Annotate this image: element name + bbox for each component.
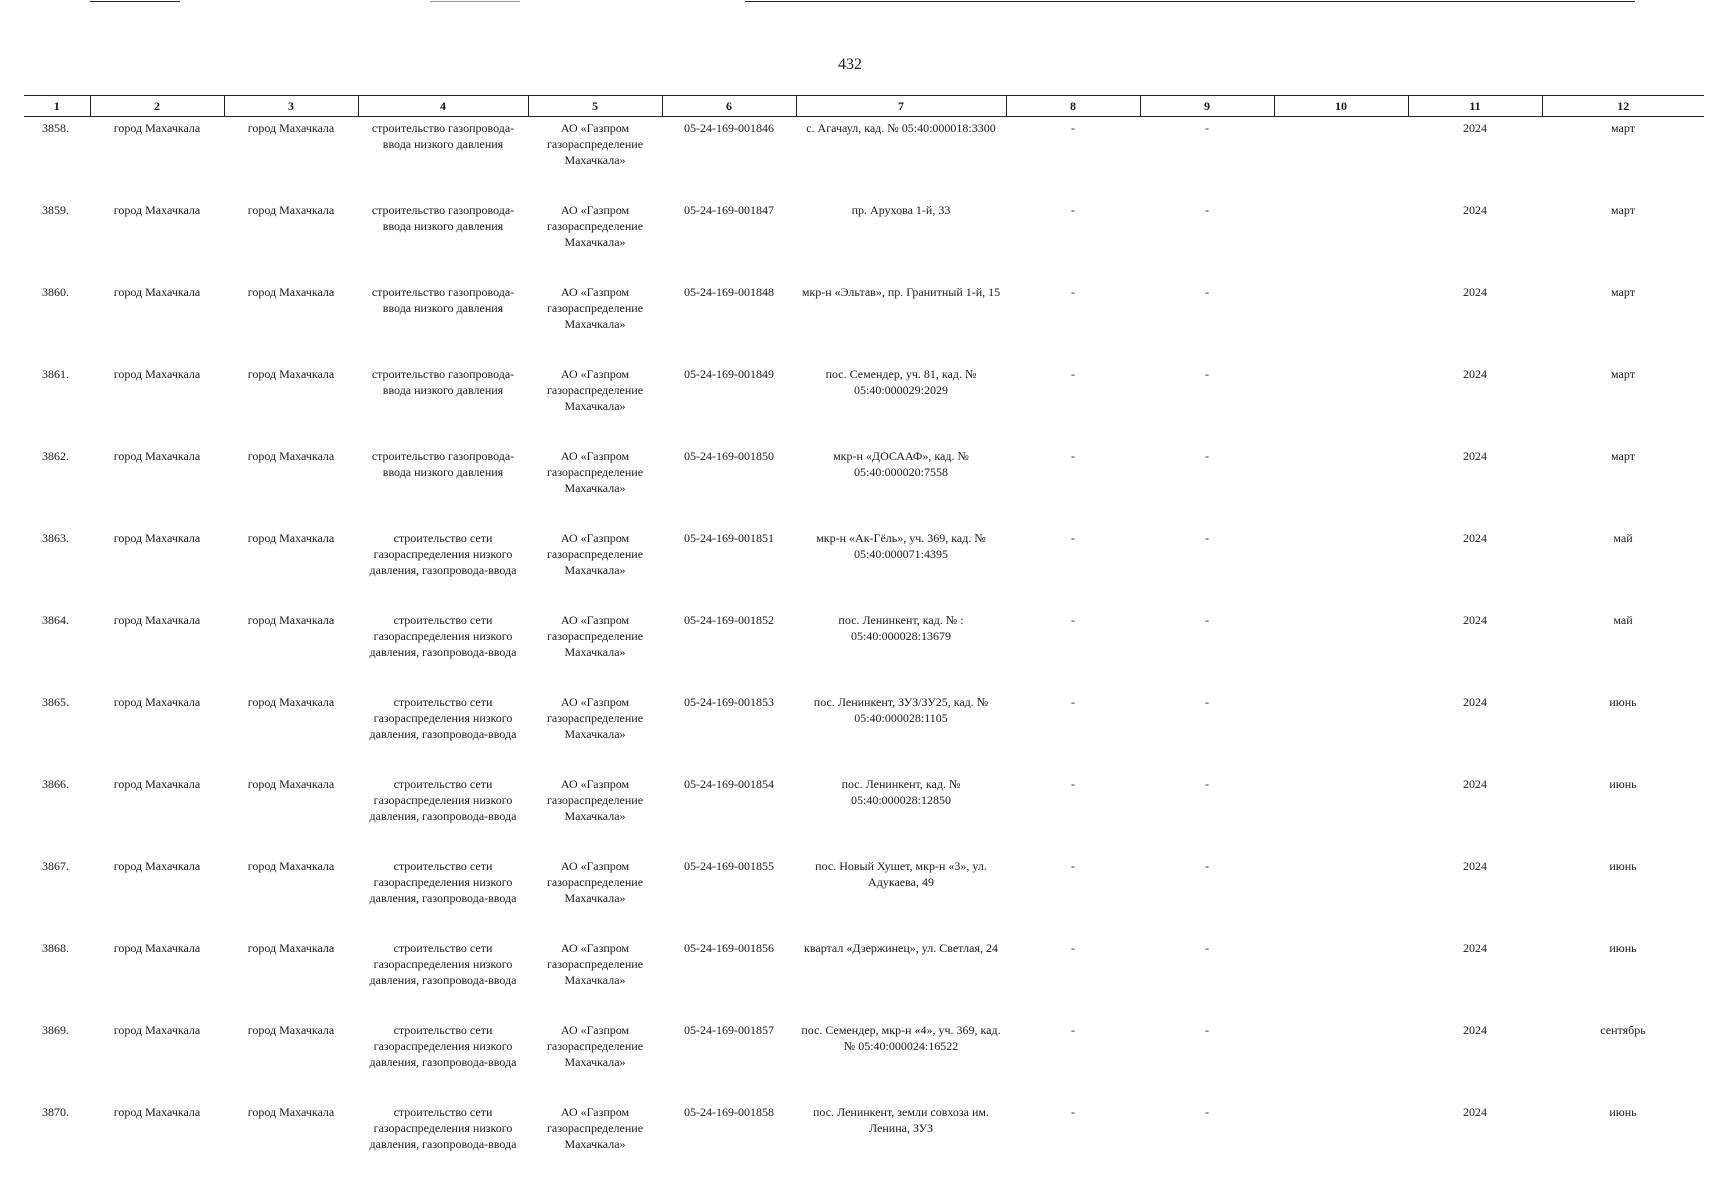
column-8-cell: -: [1071, 285, 1075, 299]
registry-code-cell: 05-24-169-001849: [684, 367, 774, 381]
settlement-cell: город Махачкала: [247, 695, 335, 709]
registry-code-cell: 05-24-169-001848: [684, 285, 774, 299]
column-8-cell: -: [1071, 859, 1075, 873]
column-9-cell: -: [1205, 367, 1209, 381]
district-cell: город Махачкала: [113, 449, 201, 463]
district-cell: город Махачкала: [113, 203, 201, 217]
column-8-cell: -: [1071, 941, 1075, 955]
column-8-cell: -: [1071, 777, 1075, 791]
row-number: 3870.: [42, 1105, 69, 1119]
organization-cell: АО «Газпром газораспределение Махачкала»: [546, 613, 644, 659]
table-header-row: [24, 96, 1704, 117]
district-cell: город Махачкала: [113, 941, 201, 955]
year-cell: 2024: [1463, 531, 1487, 545]
organization-cell: АО «Газпром газораспределение Махачкала»: [546, 1023, 644, 1069]
work-type-cell: строительство газопровода-ввода низкого давления: [371, 285, 515, 315]
work-type-cell: строительство сети газораспределения низкого давления, газопровода-ввода: [369, 777, 517, 823]
organization-cell: АО «Газпром газораспределение Махачкала»: [546, 449, 644, 495]
row-number: 3863.: [42, 531, 69, 545]
column-9-cell: -: [1205, 941, 1209, 955]
organization-cell: АО «Газпром газораспределение Махачкала»: [546, 285, 644, 331]
settlement-cell: город Махачкала: [247, 1023, 335, 1037]
work-type-cell: строительство сети газораспределения низкого давления, газопровода-ввода: [369, 1105, 517, 1151]
settlement-cell: город Махачкала: [247, 777, 335, 791]
column-8-cell: -: [1071, 203, 1075, 217]
column-8-cell: -: [1071, 1105, 1075, 1119]
column-10-cell: [1274, 199, 1408, 281]
settlement-cell: город Махачкала: [247, 203, 335, 217]
scan-artifact-line: [745, 1, 1635, 2]
column-10-cell: [1274, 363, 1408, 445]
table-row: [24, 281, 1704, 363]
registry-code-cell: 05-24-169-001854: [684, 777, 774, 791]
row-number: 3869.: [42, 1023, 69, 1037]
column-10-cell: [1274, 445, 1408, 527]
address-cell: пос. Ленинкент, кад. № 05:40:000028:12850: [841, 777, 961, 807]
column-10-cell: [1274, 527, 1408, 609]
organization-cell: АО «Газпром газораспределение Махачкала»: [546, 859, 644, 905]
row-number: 3867.: [42, 859, 69, 873]
work-type-cell: строительство сети газораспределения низкого давления, газопровода-ввода: [369, 941, 517, 987]
district-cell: город Махачкала: [113, 1023, 201, 1037]
row-number: 3866.: [42, 777, 69, 791]
column-header: 5: [528, 96, 662, 117]
column-header: 3: [224, 96, 358, 117]
district-cell: город Махачкала: [113, 859, 201, 873]
year-cell: 2024: [1463, 695, 1487, 709]
row-number: 3868.: [42, 941, 69, 955]
registry-code-cell: 05-24-169-001857: [684, 1023, 774, 1037]
column-10-cell: [1274, 1019, 1408, 1101]
column-10-cell: [1274, 281, 1408, 363]
column-10-cell: [1274, 773, 1408, 855]
table-row: [24, 363, 1704, 445]
column-9-cell: -: [1205, 203, 1209, 217]
district-cell: город Махачкала: [113, 777, 201, 791]
work-type-cell: строительство сети газораспределения низкого давления, газопровода-ввода: [369, 613, 517, 659]
registry-table: [24, 95, 1704, 1183]
settlement-cell: город Махачкала: [247, 531, 335, 545]
registry-code-cell: 05-24-169-001852: [684, 613, 774, 627]
district-cell: город Махачкала: [113, 531, 201, 545]
district-cell: город Махачкала: [113, 613, 201, 627]
column-10-cell: [1274, 691, 1408, 773]
settlement-cell: город Махачкала: [247, 121, 335, 135]
column-9-cell: -: [1205, 121, 1209, 135]
work-type-cell: строительство сети газораспределения низкого давления, газопровода-ввода: [369, 859, 517, 905]
row-number: 3858.: [42, 121, 69, 135]
month-cell: сентябрь: [1600, 1023, 1646, 1037]
registry-code-cell: 05-24-169-001853: [684, 695, 774, 709]
row-number: 3862.: [42, 449, 69, 463]
settlement-cell: город Махачкала: [247, 367, 335, 381]
address-cell: мкр-н «ДОСААФ», кад. № 05:40:000020:7558: [833, 449, 969, 479]
column-header: 6: [662, 96, 796, 117]
address-cell: мкр-н «Ак-Гёль», уч. 369, кад. № 05:40:000071:4395: [816, 531, 986, 561]
column-8-cell: -: [1071, 695, 1075, 709]
column-10-cell: [1274, 609, 1408, 691]
column-10-cell: [1274, 937, 1408, 1019]
year-cell: 2024: [1463, 1105, 1487, 1119]
year-cell: 2024: [1463, 285, 1487, 299]
scan-artifact-line: [430, 1, 520, 2]
column-10-cell: [1274, 117, 1408, 200]
organization-cell: АО «Газпром газораспределение Махачкала»: [546, 777, 644, 823]
column-header: 10: [1274, 96, 1408, 117]
address-cell: пос. Семендер, мкр-н «4», уч. 369, кад. № 05:40:000024:16522: [801, 1023, 1001, 1053]
organization-cell: АО «Газпром газораспределение Махачкала»: [546, 1105, 644, 1151]
organization-cell: АО «Газпром газораспределение Махачкала»: [546, 121, 644, 167]
district-cell: город Махачкала: [113, 1105, 201, 1119]
month-cell: март: [1611, 367, 1635, 381]
column-9-cell: -: [1205, 613, 1209, 627]
month-cell: июнь: [1609, 859, 1637, 873]
column-9-cell: -: [1205, 285, 1209, 299]
column-header: 12: [1542, 96, 1704, 117]
column-9-cell: -: [1205, 531, 1209, 545]
registry-code-cell: 05-24-169-001856: [684, 941, 774, 955]
settlement-cell: город Махачкала: [247, 941, 335, 955]
year-cell: 2024: [1463, 613, 1487, 627]
scan-artifact-line: [90, 1, 180, 2]
organization-cell: АО «Газпром газораспределение Махачкала»: [546, 531, 644, 577]
organization-cell: АО «Газпром газораспределение Махачкала»: [546, 941, 644, 987]
registry-code-cell: 05-24-169-001846: [684, 121, 774, 135]
month-cell: июнь: [1609, 1105, 1637, 1119]
table-row: [24, 199, 1704, 281]
month-cell: май: [1613, 613, 1633, 627]
column-8-cell: -: [1071, 531, 1075, 545]
column-header: 11: [1408, 96, 1542, 117]
column-8-cell: -: [1071, 1023, 1075, 1037]
registry-code-cell: 05-24-169-001855: [684, 859, 774, 873]
column-8-cell: -: [1071, 367, 1075, 381]
table-row: [24, 117, 1704, 200]
column-9-cell: -: [1205, 777, 1209, 791]
work-type-cell: строительство газопровода-ввода низкого давления: [371, 449, 515, 479]
work-type-cell: строительство газопровода-ввода низкого давления: [371, 203, 515, 233]
settlement-cell: город Махачкала: [247, 449, 335, 463]
year-cell: 2024: [1463, 121, 1487, 135]
column-10-cell: [1274, 855, 1408, 937]
address-cell: пос. Семендер, уч. 81, кад. № 05:40:000029:2029: [825, 367, 977, 397]
month-cell: март: [1611, 285, 1635, 299]
column-8-cell: -: [1071, 121, 1075, 135]
district-cell: город Махачкала: [113, 695, 201, 709]
table-row: [24, 1101, 1704, 1183]
address-cell: пос. Новый Хушет, мкр-н «3», ул. Адукаева, 49: [815, 859, 987, 889]
year-cell: 2024: [1463, 777, 1487, 791]
month-cell: март: [1611, 121, 1635, 135]
address-cell: пос. Ленинкент, земли совхоза им. Ленина, ЗУЗ: [812, 1105, 989, 1135]
organization-cell: АО «Газпром газораспределение Махачкала»: [546, 695, 644, 741]
work-type-cell: строительство сети газораспределения низкого давления, газопровода-ввода: [369, 695, 517, 741]
settlement-cell: город Махачкала: [247, 1105, 335, 1119]
column-header: 9: [1140, 96, 1274, 117]
district-cell: город Махачкала: [113, 285, 201, 299]
settlement-cell: город Махачкала: [247, 613, 335, 627]
work-type-cell: строительство сети газораспределения низкого давления, газопровода-ввода: [369, 1023, 517, 1069]
column-header: 1: [24, 96, 90, 117]
column-9-cell: -: [1205, 449, 1209, 463]
month-cell: июнь: [1609, 695, 1637, 709]
column-10-cell: [1274, 1101, 1408, 1183]
organization-cell: АО «Газпром газораспределение Махачкала»: [546, 203, 644, 249]
column-8-cell: -: [1071, 449, 1075, 463]
column-9-cell: -: [1205, 1023, 1209, 1037]
address-cell: пос. Ленинкент, кад. № : 05:40:000028:13679: [838, 613, 964, 643]
year-cell: 2024: [1463, 367, 1487, 381]
column-header: 4: [358, 96, 528, 117]
work-type-cell: строительство газопровода-ввода низкого давления: [371, 121, 515, 151]
column-8-cell: -: [1071, 613, 1075, 627]
address-cell: с. Агачаул, кад. № 05:40:000018:3300: [806, 121, 996, 135]
registry-code-cell: 05-24-169-001847: [684, 203, 774, 217]
table-row: [24, 691, 1704, 773]
district-cell: город Махачкала: [113, 367, 201, 381]
row-number: 3860.: [42, 285, 69, 299]
table-row: [24, 937, 1704, 1019]
column-header: 7: [796, 96, 1006, 117]
registry-code-cell: 05-24-169-001851: [684, 531, 774, 545]
work-type-cell: строительство сети газораспределения низкого давления, газопровода-ввода: [369, 531, 517, 577]
settlement-cell: город Махачкала: [247, 285, 335, 299]
address-cell: пос. Ленинкент, ЗУЗ/ЗУ25, кад. № 05:40:000028:1105: [813, 695, 989, 725]
table-row: [24, 773, 1704, 855]
table-body: [24, 117, 1704, 1184]
column-9-cell: -: [1205, 859, 1209, 873]
month-cell: июнь: [1609, 941, 1637, 955]
row-number: 3859.: [42, 203, 69, 217]
month-cell: июнь: [1609, 777, 1637, 791]
year-cell: 2024: [1463, 941, 1487, 955]
year-cell: 2024: [1463, 859, 1487, 873]
year-cell: 2024: [1463, 1023, 1487, 1037]
table-row: [24, 855, 1704, 937]
table-row: [24, 527, 1704, 609]
column-header: 2: [90, 96, 224, 117]
registry-code-cell: 05-24-169-001850: [684, 449, 774, 463]
month-cell: март: [1611, 449, 1635, 463]
column-9-cell: -: [1205, 1105, 1209, 1119]
district-cell: город Махачкала: [113, 121, 201, 135]
row-number: 3861.: [42, 367, 69, 381]
settlement-cell: город Махачкала: [247, 859, 335, 873]
year-cell: 2024: [1463, 203, 1487, 217]
month-cell: март: [1611, 203, 1635, 217]
row-number: 3864.: [42, 613, 69, 627]
address-cell: квартал «Дзержинец», ул. Светлая, 24: [804, 941, 998, 955]
column-header: 8: [1006, 96, 1140, 117]
table-row: [24, 1019, 1704, 1101]
work-type-cell: строительство газопровода-ввода низкого давления: [371, 367, 515, 397]
page-number: 432: [838, 56, 862, 73]
address-cell: пр. Арухова 1-й, 33: [851, 203, 951, 217]
year-cell: 2024: [1463, 449, 1487, 463]
registry-code-cell: 05-24-169-001858: [684, 1105, 774, 1119]
organization-cell: АО «Газпром газораспределение Махачкала»: [546, 367, 644, 413]
table-row: [24, 445, 1704, 527]
month-cell: май: [1613, 531, 1633, 545]
table-row: [24, 609, 1704, 691]
row-number: 3865.: [42, 695, 69, 709]
column-9-cell: -: [1205, 695, 1209, 709]
address-cell: мкр-н «Эльтав», пр. Гранитный 1-й, 15: [801, 285, 1001, 299]
